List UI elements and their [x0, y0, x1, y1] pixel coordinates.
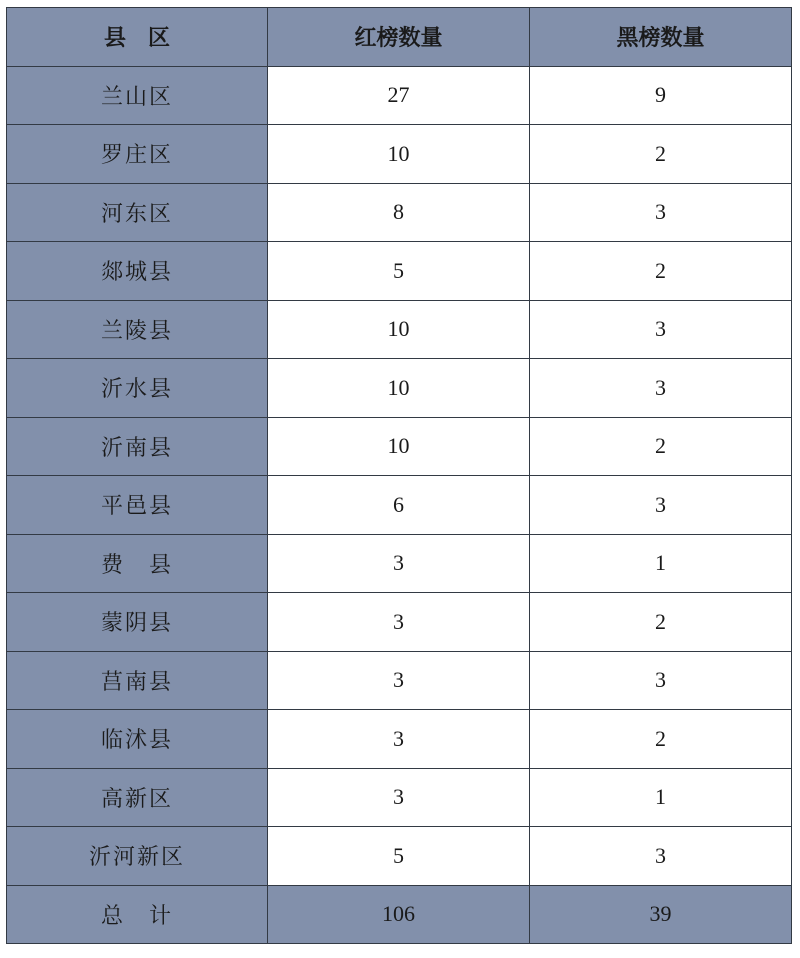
black-count: 2	[530, 242, 792, 301]
header-red-count: 红榜数量	[268, 8, 530, 67]
black-count: 1	[530, 534, 792, 593]
black-count: 9	[530, 66, 792, 125]
county-name: 罗庄区	[7, 125, 268, 184]
county-name: 平邑县	[7, 476, 268, 535]
red-count: 3	[268, 768, 530, 827]
county-name: 沂河新区	[7, 827, 268, 886]
total-black-count: 39	[530, 885, 792, 944]
black-count: 3	[530, 827, 792, 886]
header-row	[7, 8, 792, 67]
red-count: 3	[268, 710, 530, 769]
black-count: 3	[530, 651, 792, 710]
total-red-count: 106	[268, 885, 530, 944]
total-label: 总 计	[7, 885, 268, 944]
red-count: 10	[268, 417, 530, 476]
table-row	[7, 66, 792, 125]
red-count: 3	[268, 593, 530, 652]
table-row	[7, 827, 792, 886]
county-name: 临沭县	[7, 710, 268, 769]
table-row	[7, 125, 792, 184]
table-row	[7, 476, 792, 535]
black-count: 3	[530, 359, 792, 418]
red-count: 5	[268, 242, 530, 301]
black-count: 1	[530, 768, 792, 827]
table-row	[7, 359, 792, 418]
county-name: 沂水县	[7, 359, 268, 418]
black-count: 2	[530, 417, 792, 476]
table-row	[7, 593, 792, 652]
red-count: 10	[268, 125, 530, 184]
red-count: 3	[268, 651, 530, 710]
red-count: 3	[268, 534, 530, 593]
county-name: 莒南县	[7, 651, 268, 710]
table-row	[7, 534, 792, 593]
county-name: 费 县	[7, 534, 268, 593]
county-name: 郯城县	[7, 242, 268, 301]
red-count: 10	[268, 300, 530, 359]
table-row	[7, 768, 792, 827]
table-row	[7, 183, 792, 242]
header-black-count: 黑榜数量	[530, 8, 792, 67]
county-name: 高新区	[7, 768, 268, 827]
county-name: 沂南县	[7, 417, 268, 476]
black-count: 3	[530, 300, 792, 359]
red-count: 6	[268, 476, 530, 535]
county-name: 河东区	[7, 183, 268, 242]
table-row	[7, 417, 792, 476]
table-row	[7, 242, 792, 301]
black-count: 2	[530, 710, 792, 769]
header-county: 县 区	[7, 8, 268, 67]
county-name: 兰陵县	[7, 300, 268, 359]
black-count: 2	[530, 593, 792, 652]
red-count: 5	[268, 827, 530, 886]
red-count: 8	[268, 183, 530, 242]
table-row	[7, 651, 792, 710]
table-row	[7, 710, 792, 769]
table-row	[7, 300, 792, 359]
black-count: 3	[530, 476, 792, 535]
red-black-list-table	[6, 7, 792, 944]
county-name: 蒙阴县	[7, 593, 268, 652]
red-count: 10	[268, 359, 530, 418]
black-count: 3	[530, 183, 792, 242]
black-count: 2	[530, 125, 792, 184]
total-row	[7, 885, 792, 944]
red-count: 27	[268, 66, 530, 125]
county-name: 兰山区	[7, 66, 268, 125]
